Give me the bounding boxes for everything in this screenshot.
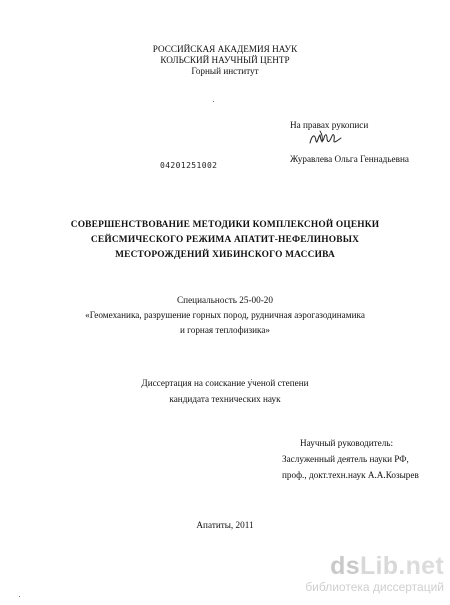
specialty-name-line2: и горная теплофизика» [179,325,271,335]
degree-line2: кандидата технических наук [169,394,281,404]
degree-line1: Диссертация на соискание ученой степени [141,378,309,388]
catalog-number: 04201251002 [160,161,218,170]
watermark-logo [330,552,444,580]
specialty-name-line1: «Геомеханика, разрушение горных пород, рудничная аэрогазодинамика [85,310,365,320]
watermark-logo-lib: Lib [359,552,399,580]
specialty-code: Специальность 25-00-20 [177,295,273,305]
supervisor-title: Заслуженный деятель науки РФ, [282,454,409,464]
author-name: Журавлева Ольга Геннадьевна [290,154,409,164]
supervisor-name: проф., докт.техн.наук А.А.Козырев [282,470,419,480]
author-signature [308,129,344,149]
supervisor-label: Научный руководитель: [300,438,394,448]
header-center: КОЛЬСКИЙ НАУЧНЫЙ ЦЕНТР [160,55,290,65]
watermark-subtitle: библиотека диссертаций [305,580,444,594]
city-year: Апатиты, 2011 [196,520,254,530]
manuscript-note: На правах рукописи [290,120,369,130]
header-academy: РОССИЙСКАЯ АКАДЕМИЯ НАУК [152,44,298,54]
dissertation-title-line3: МЕСТОРОЖДЕНИЙ ХИБИНСКОГО МАССИВА [115,250,335,260]
scan-speck [213,101,214,102]
scan-speck [19,596,20,597]
dslib-watermark [274,552,444,596]
header-institute: Горный институт [191,66,259,76]
dissertation-title-line1: СОВЕРШЕНСТВОВАНИЕ МЕТОДИКИ КОМПЛЕКСНОЙ ОЦЕНКИ [70,220,380,230]
watermark-logo-net: .net [398,552,444,580]
watermark-logo-ds: ds [330,552,360,580]
dissertation-title-line2: СЕЙСМИЧЕСКОГО РЕЖИМА АПАТИТ-НЕФЕЛИНОВЫХ [90,235,360,245]
